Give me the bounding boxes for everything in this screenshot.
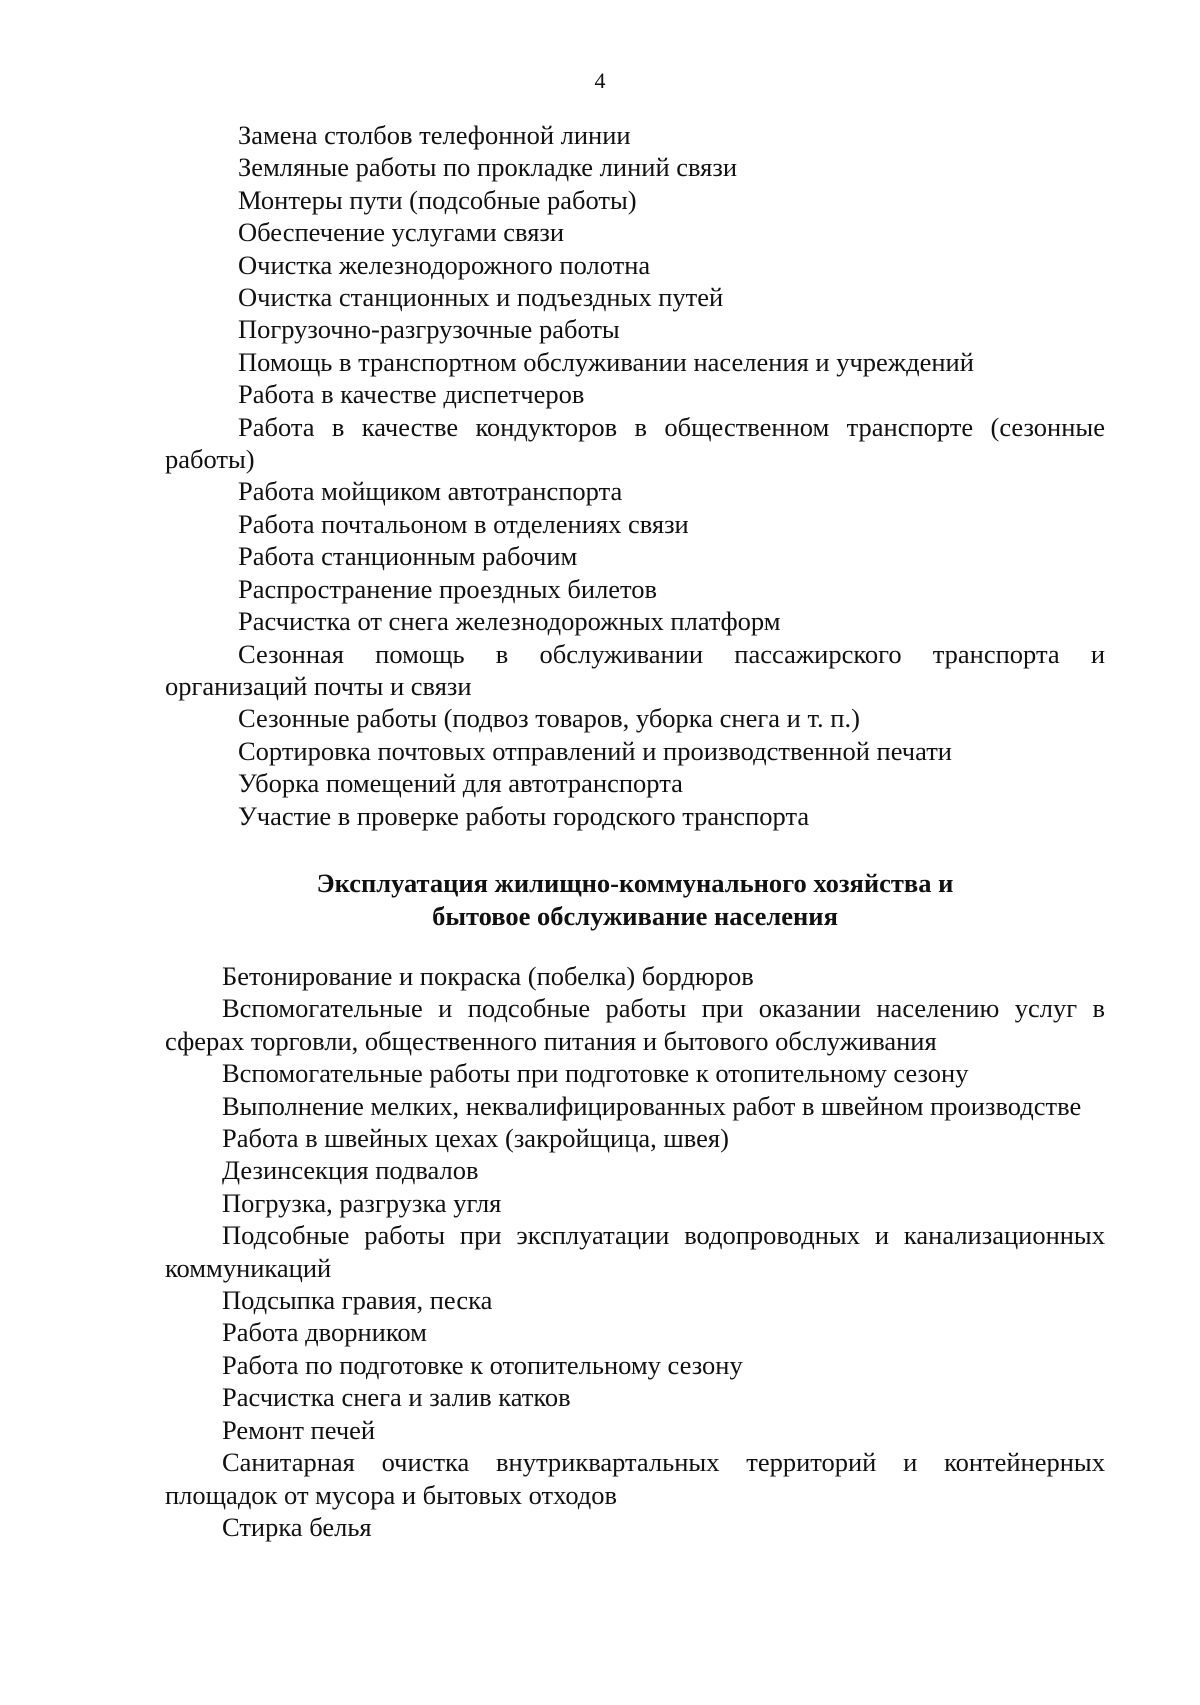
- list-item: Работа в швейных цехах (закройщица, швея): [222, 1123, 729, 1154]
- list-item: Сезонные работы (подвоз товаров, уборка снега и т. п.): [238, 703, 860, 734]
- list-item: Ремонт печей: [222, 1414, 376, 1445]
- list-item: Выполнение мелких, неквалифицированных работ в швейном производстве: [222, 1090, 1082, 1121]
- list-item: Сезонная помощь в обслуживании пассажирского транспорта и организаций почты и связи: [165, 638, 1105, 701]
- list-item: Работа в качестве кондукторов в общественном транспорте (сезонные работы): [165, 411, 1105, 475]
- list-item: Помощь в транспортном обслуживании населения и учреждений: [238, 346, 974, 377]
- list-item: Подсыпка гравия, песка: [222, 1285, 493, 1316]
- list-item: Очистка железнодорожного полотна: [238, 249, 651, 280]
- list-item: Очистка станционных и подъездных путей: [238, 282, 724, 313]
- list-item: Дезинсекция подвалов: [222, 1155, 479, 1186]
- section-housing-list: [165, 960, 1105, 1543]
- list-item: Участие в проверке работы городского транспорта: [238, 800, 810, 831]
- list-item: Монтеры пути (подсобные работы): [238, 184, 637, 215]
- list-item: Уборка помещений для автотранспорта: [238, 768, 683, 799]
- list-item: Обеспечение услугами связи: [238, 217, 565, 248]
- page-number: 4: [594, 68, 606, 93]
- list-item: Земляные работы по прокладке линий связи: [238, 152, 738, 183]
- list-item: Замена столбов телефонной линии: [238, 120, 631, 150]
- list-item: Работа по подготовке к отопительному сезону: [222, 1349, 743, 1380]
- list-item: Стирка белья: [222, 1511, 372, 1542]
- list-item: Сортировка почтовых отправлений и производственной печати: [238, 735, 952, 766]
- list-item: Работа дворником: [222, 1317, 427, 1348]
- list-item: Расчистка от снега железнодорожных платформ: [238, 606, 781, 637]
- section-heading: [165, 867, 1105, 933]
- list-item: Погрузочно-разгрузочные работы: [238, 314, 620, 345]
- section-transport-list: [165, 119, 1105, 832]
- list-item: Работа почтальоном в отделениях связи: [238, 508, 689, 539]
- section-heading-line-2: бытовое обслуживание населения: [432, 901, 838, 931]
- list-item: Распространение проездных билетов: [238, 573, 658, 604]
- list-item: Подсобные работы при эксплуатации водопроводных и канализационных коммуникаций: [165, 1220, 1105, 1283]
- list-item: Бетонирование и покраска (побелка) бордюров: [222, 961, 754, 991]
- section-heading-line-1: Эксплуатация жилищно-коммунального хозяйства и: [316, 868, 954, 898]
- list-item: Работа в качестве диспетчеров: [238, 379, 585, 410]
- list-item: Вспомогательные и подсобные работы при оказании населению услуг в сферах торговли, общественного питания и бытового обслуживания: [165, 993, 1105, 1056]
- list-item: Погрузка, разгрузка угля: [222, 1187, 502, 1218]
- list-item: Вспомогательные работы при подготовке к отопительному сезону: [222, 1058, 969, 1089]
- list-item: Работа станционным рабочим: [238, 541, 578, 572]
- list-item: Расчистка снега и залив катков: [222, 1382, 571, 1413]
- list-item: Санитарная очистка внутриквартальных территорий и контейнерных площадок от мусора и бытовых отходов: [165, 1447, 1105, 1510]
- list-item: Работа мойщиком автотранспорта: [238, 476, 623, 507]
